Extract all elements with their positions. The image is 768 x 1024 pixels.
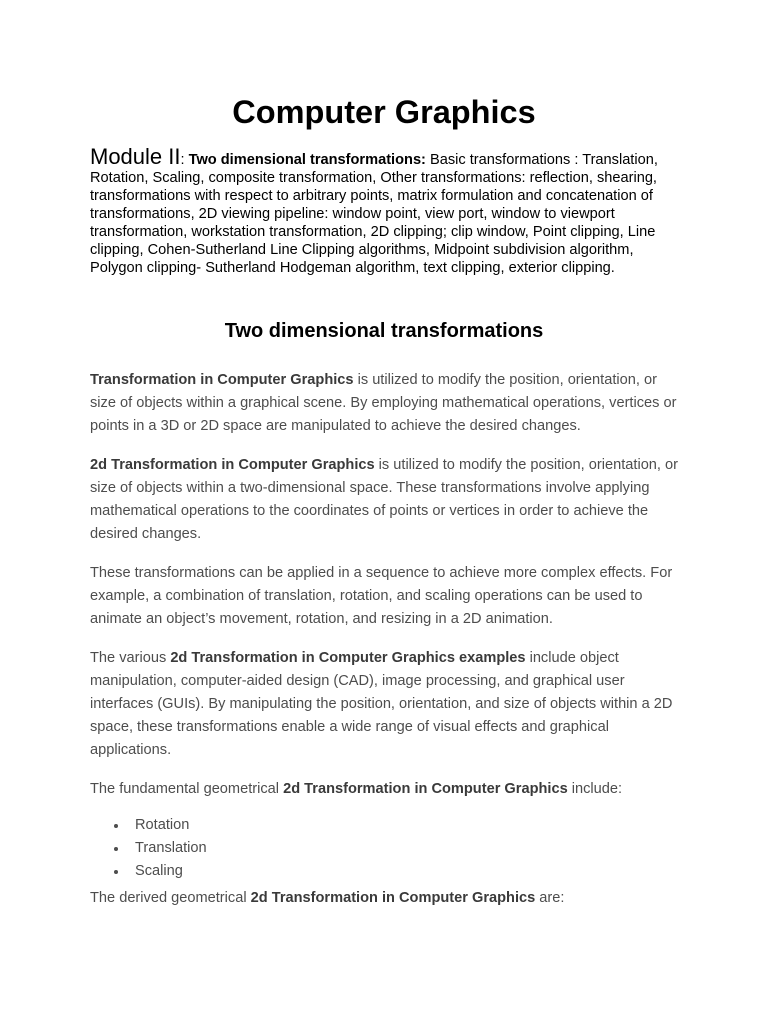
list-item: Translation bbox=[135, 837, 682, 860]
list-item: Rotation bbox=[135, 814, 682, 837]
paragraph-bold-term: 2d Transformation in Computer Graphics bbox=[250, 890, 536, 906]
paragraph-text: include object manipulation, computer-aided design (CAD), image processing, and graphical user interfaces (GUIs). By manipulating the position, orientation, and size of objects within a 2D space, these transformations enable a wide range of visual effects and graphical applications. bbox=[90, 650, 673, 758]
article-body bbox=[90, 369, 682, 926]
document-title: Computer Graphics bbox=[232, 94, 536, 130]
paragraph-examples bbox=[90, 647, 682, 762]
module-subtitle: Two dimensional transformations: bbox=[188, 152, 426, 168]
paragraph-transformation-definition bbox=[90, 369, 682, 438]
module-colon: : bbox=[180, 152, 189, 168]
module-summary bbox=[90, 144, 682, 277]
paragraph-sequence-effects: These transformations can be applied in a sequence to achieve more complex effects. For example, a combination of translation, rotation, and scaling operations can be used to animate an object’s movement, rotation, and resizing in a 2D animation. bbox=[90, 565, 673, 627]
paragraph-bold-term: Transformation in Computer Graphics bbox=[90, 372, 354, 388]
paragraph-text-lead: The various bbox=[90, 650, 171, 666]
module-description: Basic transformations : Translation, Rotation, Scaling, composite transformation, Other transformations: reflection, shearing, transformations with respect to arbitrary points, matrix formulation and concatenation of transformations, 2D viewing pipeline: window point, view port, window to viewport transformation, workstation transformation, 2D clipping; clip window, Point clipping, Line clipping, Cohen-Sutherland Line Clipping algorithms, Midpoint subdivision algorithm, Polygon clipping- Sutherland Hodgeman algorithm, text clipping, exterior clipping. bbox=[90, 152, 658, 276]
paragraph-text-lead: The fundamental geometrical bbox=[90, 781, 284, 797]
section-heading: Two dimensional transformations bbox=[224, 320, 544, 342]
paragraph-text: are: bbox=[535, 890, 565, 906]
paragraph-bold-term: 2d Transformation in Computer Graphics bbox=[90, 457, 375, 473]
paragraph-derived-intro bbox=[90, 887, 682, 910]
fundamental-transformations-list bbox=[90, 814, 682, 883]
paragraph-text: include: bbox=[567, 781, 623, 797]
module-label: Module II bbox=[90, 144, 181, 169]
paragraph-bold-term: 2d Transformation in Computer Graphics examples bbox=[170, 650, 526, 666]
paragraph-text: is utilized to modify the position, orientation, or size of objects within a two-dimensional space. These transformations involve applying mathematical operations to the coordinates of points or vertices in order to achieve the desired changes. bbox=[90, 457, 679, 542]
paragraph-fundamental-intro bbox=[90, 778, 682, 801]
paragraph-2d-transformation-definition bbox=[90, 454, 682, 546]
paragraph-text-lead: The derived geometrical bbox=[90, 890, 251, 906]
paragraph-text: is utilized to modify the position, orientation, or size of objects within a graphical scene. By employing mathematical operations, vertices or points in a 3D or 2D space are manipulated to achieve the desired changes. bbox=[90, 372, 677, 434]
paragraph-bold-term: 2d Transformation in Computer Graphics bbox=[283, 781, 568, 797]
list-item: Scaling bbox=[135, 860, 682, 883]
